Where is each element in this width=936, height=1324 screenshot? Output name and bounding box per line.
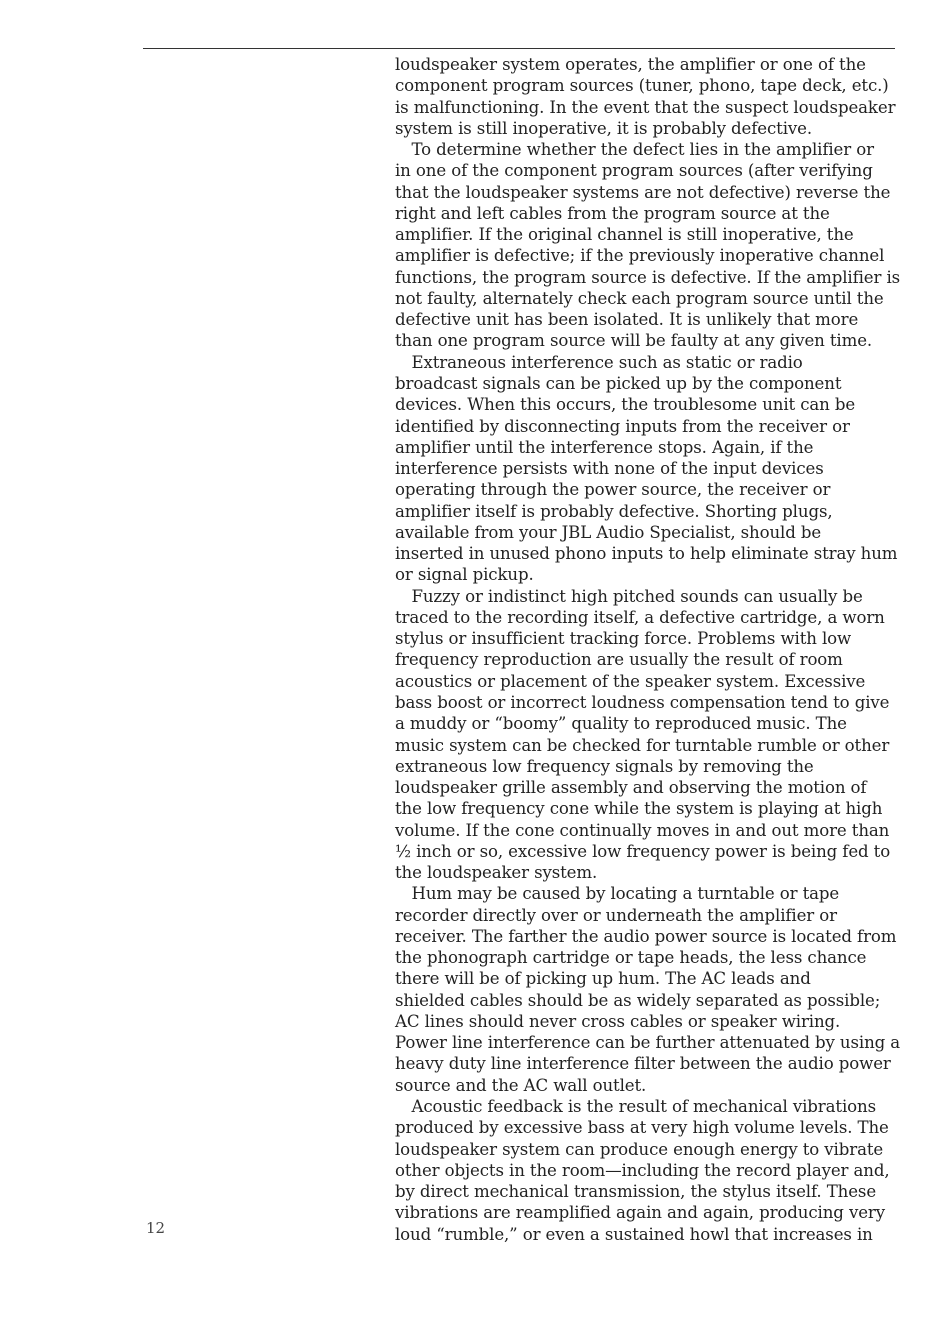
text-line: loudspeaker system can produce enough energy to vibrate — [395, 1139, 884, 1159]
text-line: traced to the recording itself, a defective cartridge, a worn — [395, 607, 885, 627]
text-line: devices. When this occurs, the troublesome unit can be — [395, 395, 856, 415]
text-line: Extraneous interference such as static or radio — [395, 352, 803, 372]
text-line: frequency reproduction are usually the result of room — [395, 650, 843, 670]
text-line: amplifier until the interference stops. Again, if the — [395, 437, 814, 457]
text-line: that the loudspeaker systems are not defective) reverse the — [395, 182, 891, 202]
text-line: acoustics or placement of the speaker system. Excessive — [395, 671, 866, 691]
text-line: AC lines should never cross cables or speaker wiring. — [395, 1011, 841, 1031]
text-line: vibrations are reamplified again and again, producing very — [395, 1203, 885, 1223]
text-line: the loudspeaker system. — [395, 863, 598, 883]
text-line: music system can be checked for turntable rumble or other — [395, 735, 890, 755]
text-line: than one program source will be faulty at any given time. — [395, 331, 873, 351]
text-line: system is still inoperative, it is probably defective. — [395, 118, 813, 138]
text-line: To determine whether the defect lies in the amplifier or — [395, 140, 874, 160]
text-line: defective unit has been isolated. It is unlikely that more — [395, 310, 859, 330]
text-line: or signal pickup. — [395, 565, 534, 585]
text-line: loudspeaker grille assembly and observing the motion of — [395, 778, 867, 798]
text-line: Fuzzy or indistinct high pitched sounds can usually be — [395, 586, 863, 606]
text-line: component program sources (tuner, phono, tape deck, etc.) — [395, 76, 889, 96]
text-line: by direct mechanical transmission, the stylus itself. These — [395, 1182, 877, 1202]
text-line: shielded cables should be as widely separated as possible; — [395, 990, 881, 1010]
text-line: amplifier is defective; if the previously inoperative channel — [395, 246, 885, 266]
text-line: loudspeaker system operates, the amplifier or one of the — [395, 55, 866, 74]
text-line: right and left cables from the program source at the — [395, 203, 830, 223]
text-line: the low frequency cone while the system is playing at high — [395, 799, 883, 819]
text-line: heavy duty line interference filter between the audio power — [395, 1054, 891, 1074]
text-line: loud “rumble,” or even a sustained howl that increases in — [395, 1224, 873, 1244]
text-line: other objects in the room—including the record player and, — [395, 1160, 890, 1180]
text-line: in one of the component program sources (after verifying — [395, 161, 873, 181]
text-line: stylus or insufficient tracking force. Problems with low — [395, 629, 852, 649]
text-line: ½ inch or so, excessive low frequency power is being fed to — [395, 841, 891, 861]
text-line: functions, the program source is defective. If the amplifier is — [395, 267, 901, 287]
text-line: not faulty, alternately check each program source until the — [395, 288, 884, 308]
text-line: there will be of picking up hum. The AC leads and — [395, 969, 811, 989]
text-line: receiver. The farther the audio power source is located from — [395, 926, 897, 946]
header-rule — [143, 48, 895, 49]
text-line: interference persists with none of the input devices — [395, 459, 824, 479]
text-line: Hum may be caused by locating a turntable or tape — [395, 884, 840, 904]
text-line: broadcast signals can be picked up by the component — [395, 373, 842, 393]
page-number: 12 — [146, 1219, 166, 1237]
text-line: source and the AC wall outlet. — [395, 1075, 647, 1095]
text-line: produced by excessive bass at very high volume levels. The — [395, 1118, 889, 1138]
text-line: Acoustic feedback is the result of mechanical vibrations — [395, 1097, 876, 1117]
text-line: operating through the power source, the receiver or — [395, 480, 831, 500]
text-line: recorder directly over or underneath the amplifier or — [395, 905, 837, 925]
text-line: bass boost or incorrect loudness compensation tend to give — [395, 692, 890, 712]
text-line: identified by disconnecting inputs from the receiver or — [395, 416, 850, 436]
text-line: is malfunctioning. In the event that the suspect loudspeaker — [395, 97, 896, 117]
text-line: available from your JBL Audio Specialist, should be — [395, 522, 822, 542]
text-line: inserted in unused phono inputs to help eliminate stray hum — [395, 544, 898, 564]
text-line: Power line interference can be further attenuated by using a — [395, 1033, 901, 1053]
text-line: the phonograph cartridge or tape heads, the less chance — [395, 948, 867, 968]
text-line: a muddy or “boomy” quality to reproduced music. The — [395, 714, 847, 734]
text-line: volume. If the cone continually moves in and out more than — [395, 820, 890, 840]
text-line: amplifier itself is probably defective. Shorting plugs, — [395, 501, 833, 521]
body-text-column — [395, 54, 901, 1245]
text-line: amplifier. If the original channel is still inoperative, the — [395, 225, 854, 245]
text-line: extraneous low frequency signals by removing the — [395, 756, 814, 776]
